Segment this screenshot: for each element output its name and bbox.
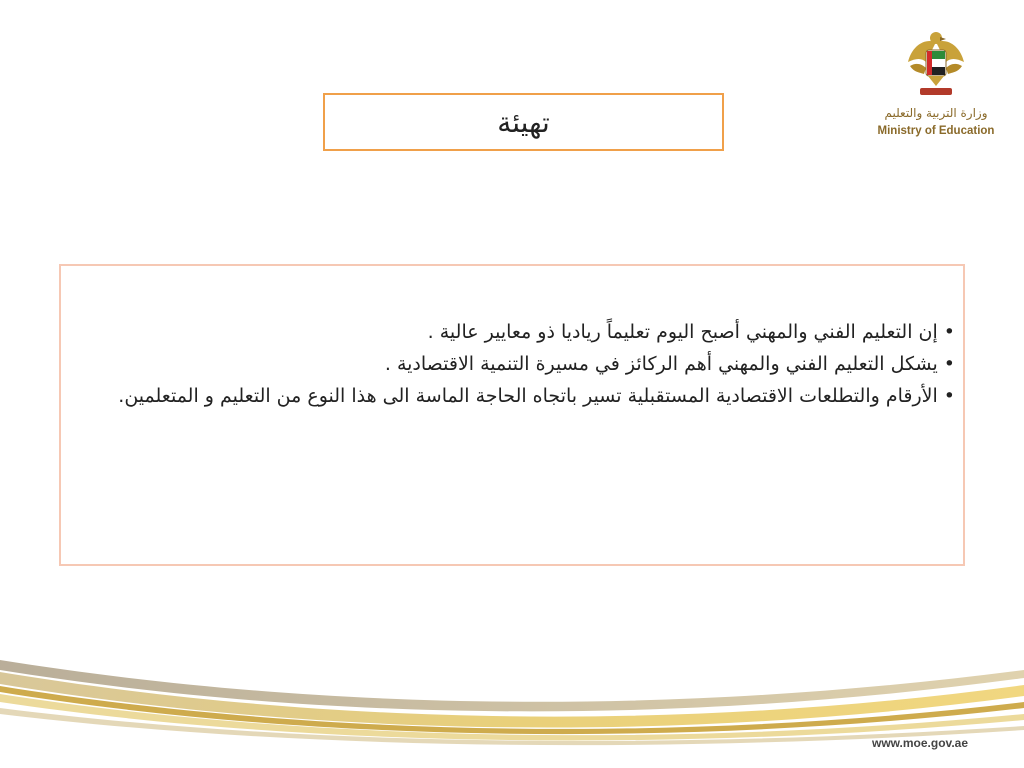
falcon-emblem-icon xyxy=(906,28,966,102)
content-box xyxy=(59,264,965,566)
ministry-name-english: Ministry of Education xyxy=(877,125,995,137)
bullet-item: • الأرقام والتطلعات الاقتصادية المستقبلية تسير باتجاه الحاجة الماسة الى هذا النوع من التعليم و المتعلمين. xyxy=(118,385,955,407)
ministry-name-arabic: وزارة التربية والتعليم xyxy=(884,106,988,120)
bullet-item: • إن التعليم الفني والمهني أصبح اليوم تعليماً رياديا ذو معايير عالية . xyxy=(427,321,955,343)
bullet-item: • يشكل التعليم الفني والمهني أهم الركائز في مسيرة التنمية الاقتصادية . xyxy=(384,353,955,375)
decorative-swoosh xyxy=(0,630,1024,750)
ministry-logo xyxy=(870,28,1002,146)
footer-website: www.moe.gov.ae xyxy=(871,736,969,750)
title-box xyxy=(323,93,724,151)
slide-title: تهيئة xyxy=(497,105,550,139)
